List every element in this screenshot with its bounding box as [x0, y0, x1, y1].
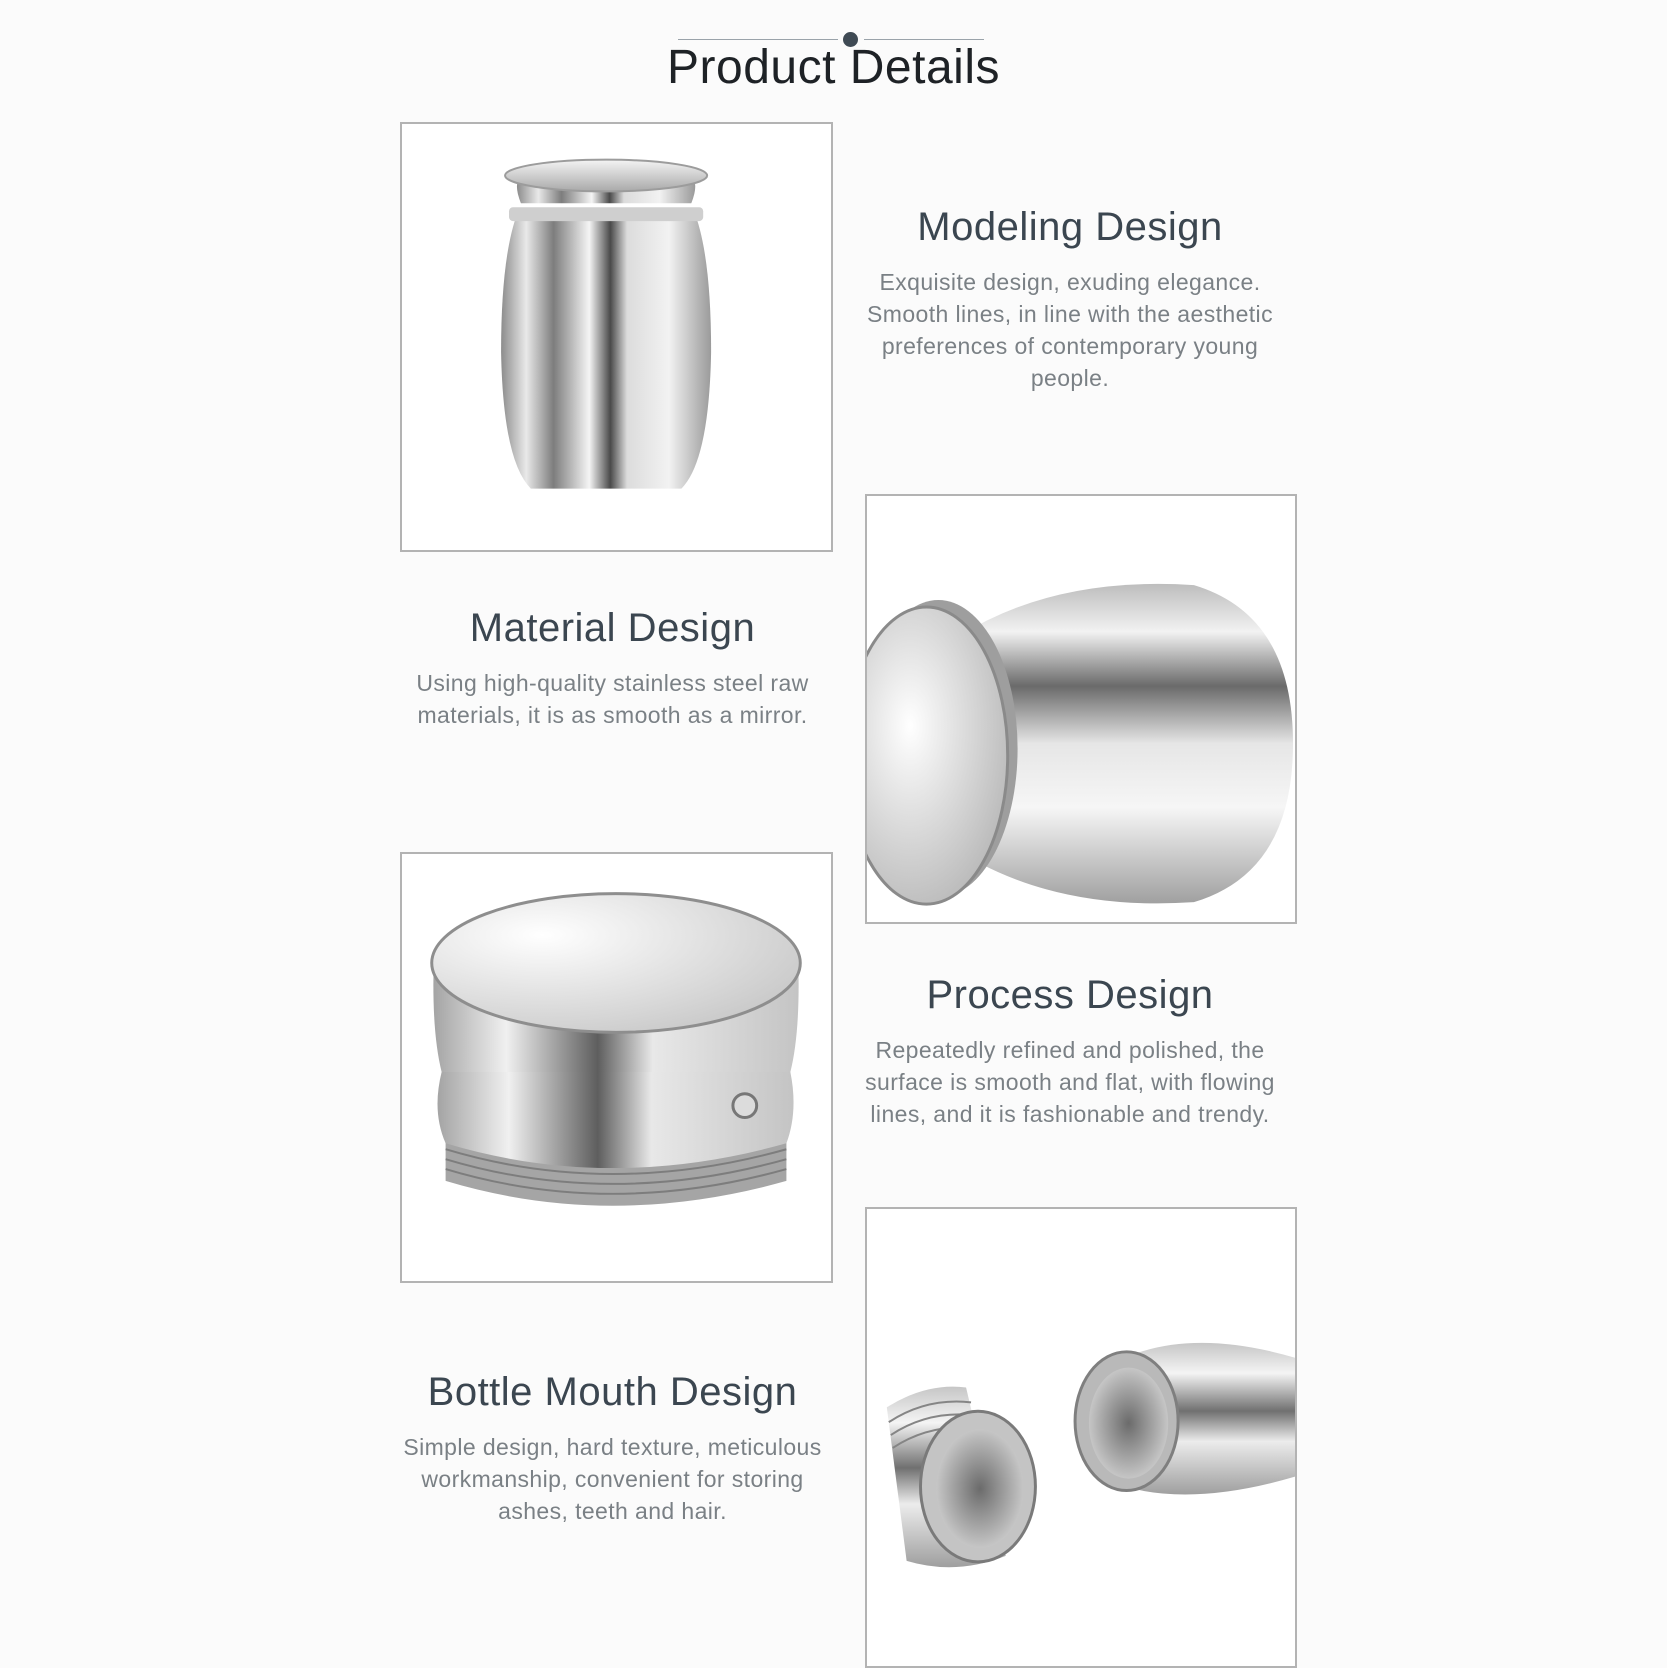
feature-process-design — [850, 973, 1290, 1130]
feature-description: Exquisite design, exuding elegance. Smooth lines, in line with the aesthetic preferences of contemporary young people. — [867, 269, 1273, 391]
feature-description: Repeatedly refined and polished, the surface is smooth and flat, with flowing lines, and it is fashionable and trendy. — [865, 1037, 1275, 1127]
product-image-lid — [400, 852, 833, 1283]
product-image-urn-front — [400, 122, 833, 552]
page-title: Product Details — [667, 41, 1000, 94]
header — [0, 0, 1667, 110]
lid-illustration — [402, 854, 831, 1281]
feature-bottle-mouth-design — [390, 1370, 835, 1527]
urn-front-illustration — [402, 124, 831, 550]
urn-opened-illustration — [867, 1209, 1295, 1666]
feature-title: Modeling Design — [917, 205, 1223, 249]
feature-material-design — [390, 606, 835, 731]
product-image-urn-opened — [865, 1207, 1297, 1668]
feature-modeling-design — [850, 205, 1290, 394]
product-image-urn-side — [865, 494, 1297, 924]
feature-title: Material Design — [469, 606, 756, 650]
feature-description: Simple design, hard texture, meticulous workmanship, convenient for storing ashes, teeth and hair. — [403, 1434, 822, 1524]
feature-title: Bottle Mouth Design — [427, 1370, 798, 1414]
feature-title: Process Design — [926, 973, 1214, 1017]
feature-description: Using high-quality stainless steel raw materials, it is as smooth as a mirror. — [416, 670, 809, 728]
urn-side-illustration — [867, 496, 1295, 922]
